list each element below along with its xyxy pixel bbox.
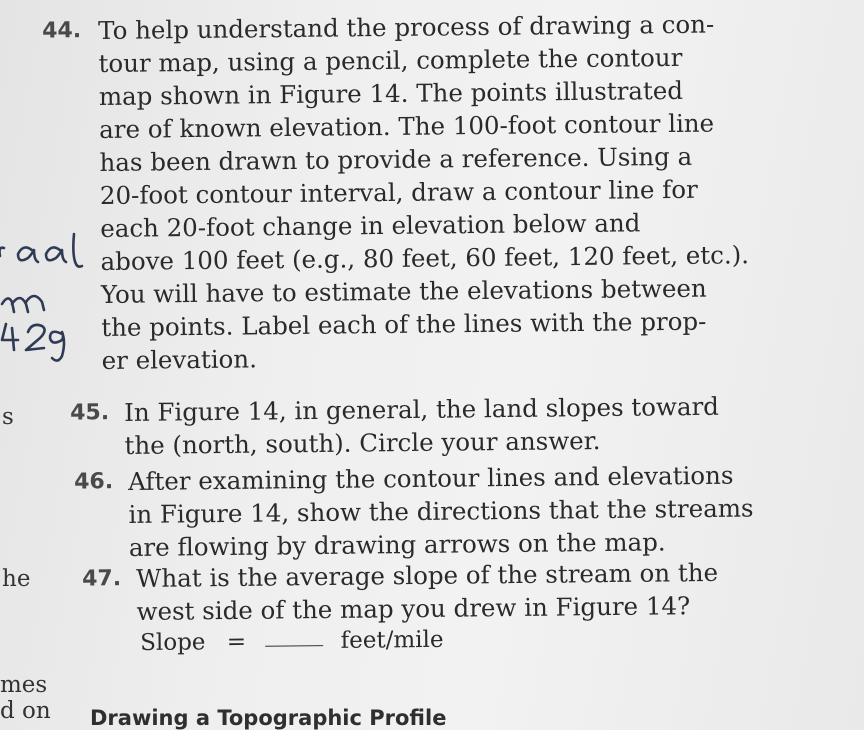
question-number: 44. <box>42 18 82 44</box>
question-line: has been drawn to provide a reference. Using a <box>99 141 693 177</box>
question-line: the points. Label each of the lines with the prop- <box>101 306 707 342</box>
question-line: each 20-foot change in elevation below and <box>100 208 641 243</box>
slope-answer-blank[interactable] <box>265 644 323 647</box>
question-number: 45. <box>70 400 110 426</box>
margin-fragment-mes: mes <box>0 672 48 698</box>
question-number: 46. <box>74 469 114 495</box>
margin-fragment-d-on: d on <box>0 698 51 724</box>
question-line: in Figure 14, show the directions that the streams <box>128 493 754 529</box>
question-line: west side of the map you drew in Figure 14? <box>136 591 691 626</box>
handwritten-notes <box>0 228 110 378</box>
question-line: In Figure 14, in general, the land slopes toward <box>124 391 720 427</box>
question-line: er elevation. <box>101 344 258 375</box>
question-number: 47. <box>82 566 122 592</box>
question-line: are of known elevation. The 100-foot contour line <box>99 108 715 144</box>
question-line: You will have to estimate the elevations between <box>100 273 707 309</box>
question-line: map shown in Figure 14. The points illustrated <box>98 75 684 111</box>
question-45 <box>70 390 720 462</box>
question-line: After examining the contour lines and elevations <box>128 460 734 496</box>
question-line: To help understand the process of drawing a con- <box>98 9 715 45</box>
slope-answer-row <box>140 625 444 658</box>
slope-unit: feet/mile <box>340 626 444 654</box>
question-line: What is the average slope of the stream on the <box>136 557 719 593</box>
question-line: 20-foot contour interval, draw a contour line for <box>99 174 698 210</box>
question-line: the (north, south). Circle your answer. <box>124 426 601 460</box>
question-line: are flowing by drawing arrows on the map. <box>128 527 666 562</box>
slope-label: Slope <box>140 629 206 656</box>
question-line: tour map, using a pencil, complete the contour <box>98 42 683 78</box>
question-44 <box>42 8 750 377</box>
question-46 <box>74 459 754 564</box>
margin-fragment-he: he <box>2 566 31 592</box>
section-heading: Drawing a Topographic Profile <box>90 706 447 730</box>
margin-fragment-s: s <box>2 404 14 430</box>
slope-equals: = <box>226 628 247 656</box>
question-line: above 100 feet (e.g., 80 feet, 60 feet, 120 feet, etc.). <box>100 240 750 276</box>
question-47 <box>82 556 719 628</box>
